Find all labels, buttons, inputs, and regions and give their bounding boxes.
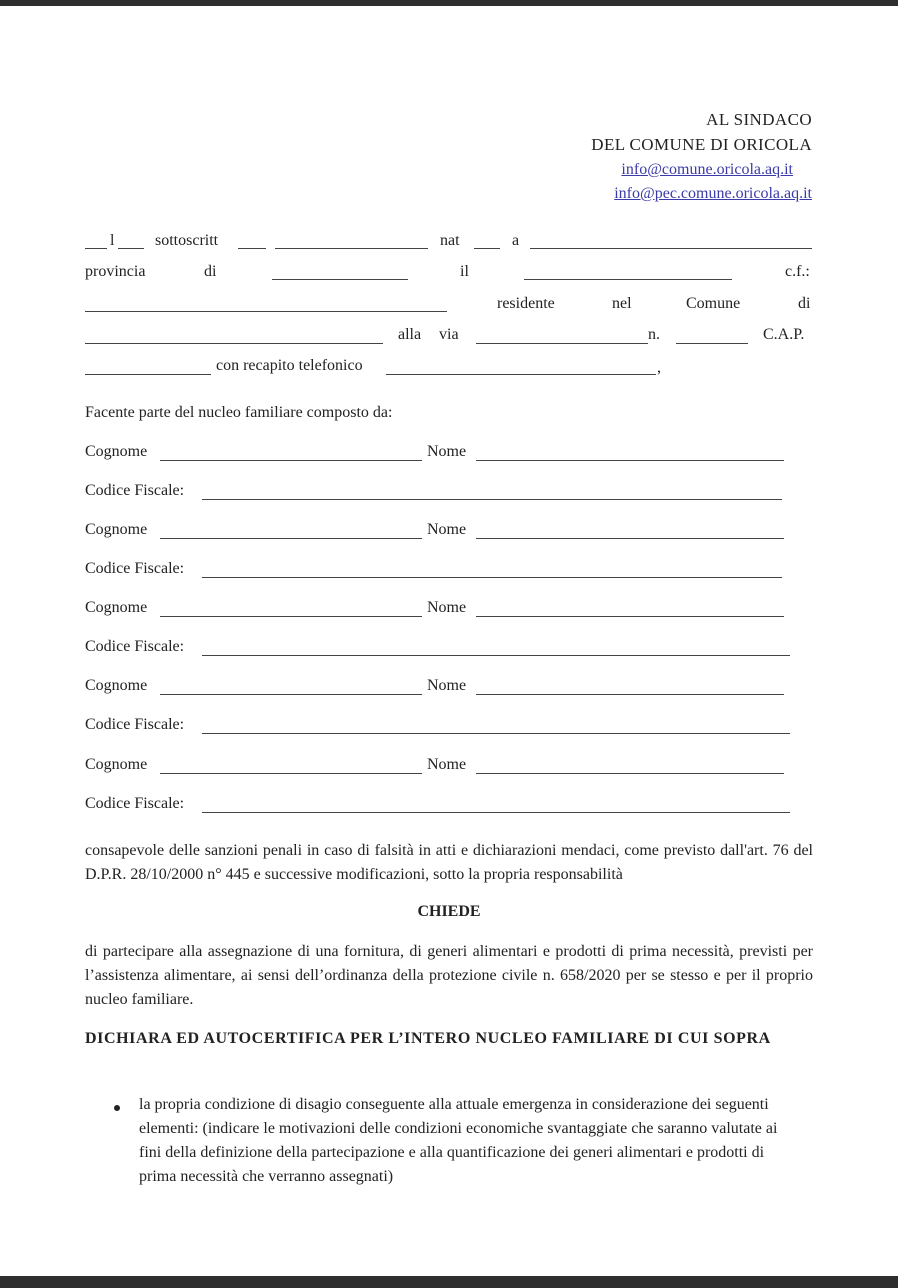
blank-line[interactable]: [474, 248, 500, 249]
cognome-blank[interactable]: [160, 538, 422, 539]
nome-blank[interactable]: [476, 460, 784, 461]
nome-label: Nome: [427, 756, 467, 773]
sottoscritt-label: sottoscritt: [155, 232, 219, 249]
il-label: il: [460, 263, 469, 280]
cf-blank[interactable]: [85, 311, 447, 312]
nome-label: Nome: [427, 677, 467, 694]
a-label: a: [512, 232, 520, 249]
codice-fiscale-blank[interactable]: [202, 499, 782, 500]
codice-fiscale-label: Codice Fiscale:: [85, 560, 185, 577]
declaration-paragraph: consapevole delle sanzioni penali in caso di falsità in atti e dichiarazioni mendaci, come previsto dall'art. 76 del D.P.R. 28/10/2000 n° 445 e successive modificazioni, sotto la propria responsabilità: [85, 842, 813, 883]
cognome-blank[interactable]: [160, 694, 422, 695]
bullet-dot: [114, 1105, 120, 1111]
comune-blank[interactable]: [85, 343, 383, 344]
nel-label: nel: [612, 295, 632, 312]
birthdate-blank[interactable]: [524, 279, 732, 280]
top-bar: [0, 0, 898, 6]
codice-fiscale-label: Codice Fiscale:: [85, 795, 185, 812]
dichiara-heading: DICHIARA ED AUTOCERTIFICA PER L’INTERO NUCLEO FAMILIARE DI CUI SOPRA: [85, 1030, 771, 1047]
blank-line[interactable]: [118, 248, 144, 249]
nome-label: Nome: [427, 599, 467, 616]
bottom-bar: [0, 1276, 898, 1288]
blank-line[interactable]: [85, 248, 107, 249]
phone-blank[interactable]: [386, 374, 656, 375]
birthplace-blank[interactable]: [530, 248, 812, 249]
codice-fiscale-blank[interactable]: [202, 733, 790, 734]
cognome-label: Cognome: [85, 521, 148, 538]
cognome-blank[interactable]: [160, 616, 422, 617]
di-label-2: di: [798, 295, 811, 312]
recipient-line-1: AL SINDACO: [706, 110, 812, 129]
provincia-blank[interactable]: [272, 279, 408, 280]
nome-label: Nome: [427, 521, 467, 538]
request-paragraph: di partecipare alla assegnazione di una fornitura, di generi alimentari e prodotti di prima necessità, previsti per l’assistenza alimentare, ai sensi dell’ordinanza della protezione civile n. 658/2020 per se stesso e per il proprio nucleo familiare.: [85, 943, 813, 1008]
di-label: di: [204, 263, 217, 280]
cognome-blank[interactable]: [160, 773, 422, 774]
codice-fiscale-label: Codice Fiscale:: [85, 716, 185, 733]
recapito-label: con recapito telefonico: [216, 357, 363, 374]
cognome-label: Cognome: [85, 443, 148, 460]
cognome-label: Cognome: [85, 756, 148, 773]
nome-label: Nome: [427, 443, 467, 460]
via-blank[interactable]: [476, 343, 648, 344]
n-label: n.: [648, 326, 660, 343]
house-number-blank[interactable]: [676, 343, 748, 344]
email-link[interactable]: info@comune.oricola.aq.it: [621, 161, 793, 178]
nome-blank[interactable]: [476, 773, 784, 774]
name-blank[interactable]: [275, 248, 428, 249]
residente-label: residente: [497, 295, 555, 312]
comune-label: Comune: [686, 295, 741, 312]
l-prefix: l: [110, 232, 115, 249]
cf-label: c.f.:: [785, 263, 810, 280]
codice-fiscale-blank[interactable]: [202, 577, 782, 578]
nome-blank[interactable]: [476, 538, 784, 539]
cap-label: C.A.P.: [763, 326, 805, 343]
codice-fiscale-label: Codice Fiscale:: [85, 638, 185, 655]
cognome-blank[interactable]: [160, 460, 422, 461]
codice-fiscale-blank[interactable]: [202, 812, 790, 813]
bullet-item: la propria condizione di disagio conseguente alla attuale emergenza in considerazione dei seguenti elementi: (indicare le motivazioni delle condizioni economiche svantaggiate che saranno valutate ai fini della definizione della partecipazione e alla quantificazione dei generi alimentari e prodotti di prima necessità che verranno assegnati): [139, 1096, 778, 1185]
comma: ,: [657, 359, 661, 376]
cap-blank[interactable]: [85, 374, 211, 375]
provincia-label: provincia: [85, 263, 146, 280]
cognome-label: Cognome: [85, 599, 148, 616]
blank-line[interactable]: [238, 248, 266, 249]
codice-fiscale-label: Codice Fiscale:: [85, 482, 185, 499]
chiede-heading: CHIEDE: [417, 903, 481, 920]
household-intro: Facente parte del nucleo familiare composto da:: [85, 404, 393, 421]
cognome-label: Cognome: [85, 677, 148, 694]
recipient-line-2: DEL COMUNE DI ORICOLA: [591, 135, 812, 154]
nome-blank[interactable]: [476, 694, 784, 695]
nome-blank[interactable]: [476, 616, 784, 617]
via-label: via: [439, 326, 459, 343]
nat-label: nat: [440, 232, 460, 249]
codice-fiscale-blank[interactable]: [202, 655, 790, 656]
pec-email-link[interactable]: info@pec.comune.oricola.aq.it: [614, 185, 812, 202]
alla-label: alla: [398, 326, 422, 343]
